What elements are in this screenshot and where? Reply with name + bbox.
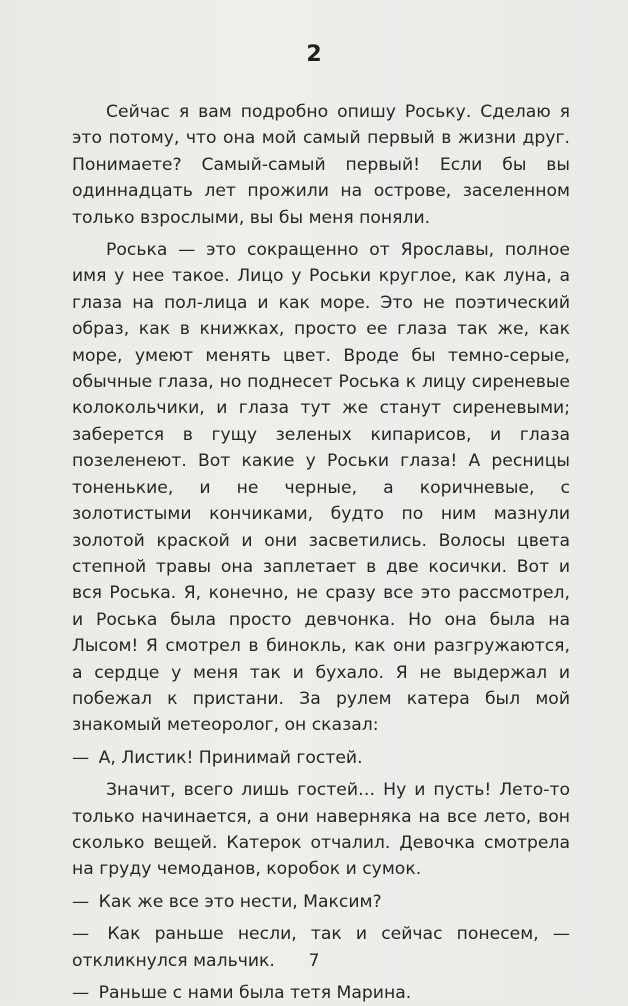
dialogue-dash: —: [72, 747, 90, 768]
dialogue-line-1: [72, 745, 570, 771]
dialogue-line-4: [72, 980, 570, 1006]
dialogue-dash: —: [72, 891, 90, 912]
dialogue-dash: —: [72, 924, 90, 945]
dialogue-text: Как же все это нести, Максим?: [98, 891, 382, 912]
dialogue-line-2: [72, 889, 570, 915]
body-text: [72, 99, 570, 1006]
dialogue-dash: —: [72, 983, 90, 1003]
dialogue-text: Раньше с нами была тетя Марина.: [98, 983, 412, 1003]
paragraph-3: Значит, всего лишь гостей… Ну и пусть! Лето-то только начинается, а они наверняка на все лето, вон сколько вещей. Катерок отчалил. Девочка смотрела на груду чемоданов, коробок и сумок.: [72, 780, 570, 880]
dialogue-text: Как раньше несли, так и сейчас понесем, — откликнулся мальчик.: [72, 924, 570, 971]
paragraph-2: Роська — это сокращенно от Ярославы, полное имя у нее такое. Лицо у Роськи круглое, как луна, а глаза на пол-лица и как море. Это не поэтический образ, как в книжках, просто ее глаза так же, как море, умеют менять цвет. Вроде бы темно-серые, обычные глаза, но поднесет Роська к лицу сиреневые колокольчики, и глаза тут же станут сиреневыми; заберется в гущу зеленых кипарисов, и глаза позеленеют. Вот какие у Роськи глаза! А ресницы тоненькие, и не черные, а коричневые, с золотистыми кончиками, будто по ним мазнули золотой краской и они засветились. Волосы цвета степной травы она заплетает в две косички. Вот и вся Роська. Я, конечно, не сразу все это рассмотрел, и Роська была просто девчонка. Но она была на Лысом! Я смотрел в бинокль, как они разгружаются, а сердце у меня так и бухало. Я не выдержал и побежал к пристани. За рулем катера был мой знакомый метеоролог, он сказал:: [72, 240, 570, 736]
dialogue-text: А, Листик! Принимай гостей.: [98, 747, 363, 768]
paragraph-1: Сейчас я вам подробно опишу Роську. Сделаю я это потому, что она мой самый первый в жизни друг. Понимаете? Самый-самый первый! Если бы вы одиннадцать лет прожили на острове, заселенном только взрослыми, вы бы меня поняли.: [72, 102, 570, 228]
chapter-number: 2: [306, 42, 322, 67]
page-number: 7: [308, 951, 320, 971]
